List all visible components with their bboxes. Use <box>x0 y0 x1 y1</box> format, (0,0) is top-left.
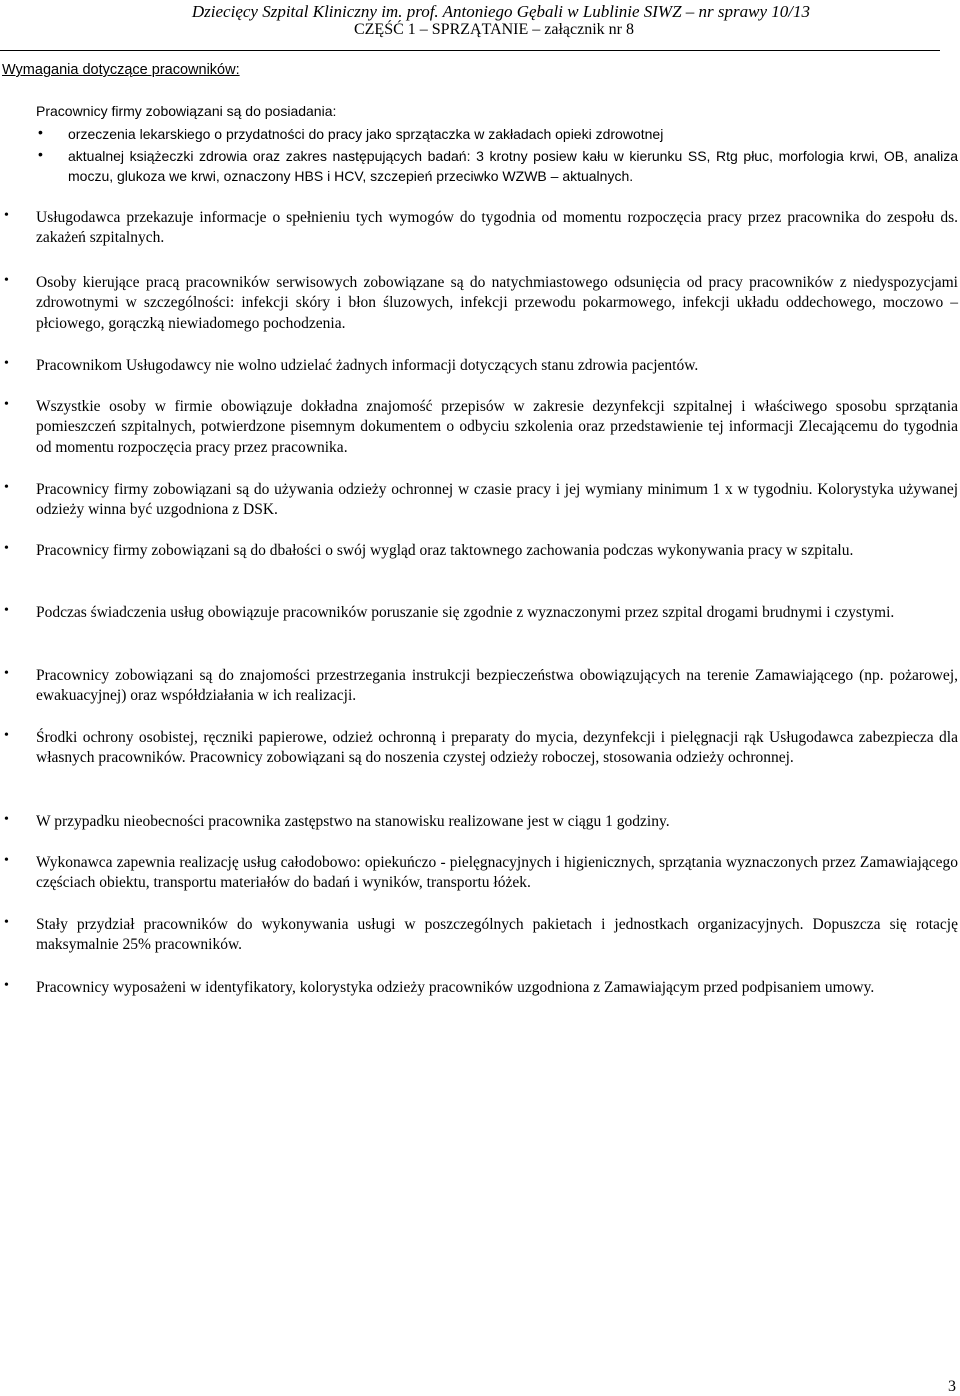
list-item-text: Usługodawca przekazuje informacje o spełnieniu tych wymogów do tygodnia od momentu rozpoczęcia pracy przez pracownika do zespołu ds. zakażeń szpitalnych. <box>36 209 958 247</box>
list-item-text: Osoby kierujące pracą pracowników serwisowych zobowiązane są do natychmiastowego odsunięcia od pracy pracowników z niedyspozycjami zdrowotnymi w szczególności: infekcji skóry i błon śluzowych, infekcji przewodu pokarmowego, infekcji układu oddechowego, moczowo – płciowego, gorączką niewiadomego pochodzenia. <box>36 274 958 332</box>
bullet-icon: • <box>4 915 9 930</box>
sub-list-item-text: aktualnej książeczki zdrowia oraz zakres następujących badań: 3 krotny posiew kału w kierunku SS, Rtg płuc, morfologia krwi, OB, analiza moczu, glukoza we krwi, oznaczony HBS i HCV, szczepień przeciwko WZWB – aktualnych. <box>68 148 958 185</box>
list-item-text: Podczas świadczenia usług obowiązuje pracowników poruszanie się zgodnie z wyznaczonymi przez szpital drogami brudnymi i czystymi. <box>36 604 895 621</box>
header-institution-line: Dziecięcy Szpital Kliniczny im. prof. Antoniego Gębali w Lublinie SIWZ – nr sprawy 10/13 <box>191 2 810 21</box>
bullet-icon: • <box>4 273 9 288</box>
requirements-intro: Pracownicy firmy zobowiązani są do posiadania: <box>36 103 337 119</box>
bullet-icon: • <box>4 397 9 412</box>
list-item-text: Pracownikom Usługodawcy nie wolno udzielać żadnych informacji dotyczących stanu zdrowia pacjentów. <box>36 357 699 374</box>
bullet-icon: • <box>4 541 9 556</box>
header-part-line: CZĘŚĆ 1 – SPRZĄTANIE – załącznik nr 8 <box>353 21 634 38</box>
bullet-icon: • <box>4 812 9 827</box>
section-title: Wymagania dotyczące pracowników: <box>2 62 240 78</box>
list-item-text: Wykonawca zapewnia realizację usług całodobowo: opiekuńczo - pielęgnacyjnych i higienicznych, sprzątania wyznaczonych przez Zamawiającego częściach obiektu, transportu materiałów do badań i wyników, transportu łóżek. <box>36 854 958 892</box>
bullet-icon: • <box>38 124 43 140</box>
list-item-text: Środki ochrony osobistej, ręczniki papierowe, odzież ochronną i preparaty do mycia, dezynfekcji i pielęgnacji rąk Usługodawca zabezpiecza dla własnych pracowników. Pracownicy zobowiązani są do noszenia czystej odzieży roboczej, stosowania odzieży ochronnej. <box>36 729 958 767</box>
list-item-text: Pracownicy firmy zobowiązani są do używania odzieży ochronnej w czasie pracy i jej wymiany minimum 1 x w tygodniu. Kolorystyka używanej odzieży winna być uzgodniona z DSK. <box>36 481 958 519</box>
bullet-icon: • <box>4 978 9 993</box>
bullet-icon: • <box>4 208 9 223</box>
bullet-icon: • <box>4 728 9 743</box>
page-number: 3 <box>948 1378 956 1395</box>
bullet-icon: • <box>4 603 9 618</box>
list-item-text: Pracownicy firmy zobowiązani są do dbałości o swój wygląd oraz taktownego zachowania podczas wykonywania pracy w szpitalu. <box>36 542 854 559</box>
list-item-text: Pracownicy wyposażeni w identyfikatory, kolorystyka odzieży pracowników uzgodniona z Zamawiającym przed podpisaniem umowy. <box>36 979 875 996</box>
bullet-icon: • <box>4 356 9 371</box>
sub-list-item-text: orzeczenia lekarskiego o przydatności do pracy jako sprzątaczka w zakładach opieki zdrowotnej <box>68 126 664 142</box>
list-item-text: Stały przydział pracowników do wykonywania usługi w poszczególnych pakietach i jednostkach organizacyjnych. Dopuszcza się rotację maksymalnie 25% pracowników. <box>36 916 958 954</box>
list-item-text: Pracownicy zobowiązani są do znajomości przestrzegania instrukcji bezpieczeństwa obowiązujących na terenie Zamawiającego (np. pożarowej, ewakuacyjnej) oraz współdziałania w ich realizacji. <box>36 667 958 705</box>
list-item-text: W przypadku nieobecności pracownika zastępstwo na stanowisku realizowane jest w ciągu 1 godziny. <box>36 813 670 830</box>
bullet-icon: • <box>4 480 9 495</box>
list-item-text: Wszystkie osoby w firmie obowiązuje dokładna znajomość przepisów w zakresie dezynfekcji szpitalnej i właściwego sposobu sprzątania pomieszczeń szpitalnych, potwierdzone pisemnym dokumentem o odbyciu szkolenia oraz przedstawienie tej informacji Zlecającemu do tygodnia od momentu rozpoczęcia pracy przez pracownika. <box>36 398 958 456</box>
bullet-icon: • <box>4 853 9 868</box>
bullet-icon: • <box>38 146 43 162</box>
header-divider <box>0 50 940 51</box>
bullet-icon: • <box>4 666 9 681</box>
